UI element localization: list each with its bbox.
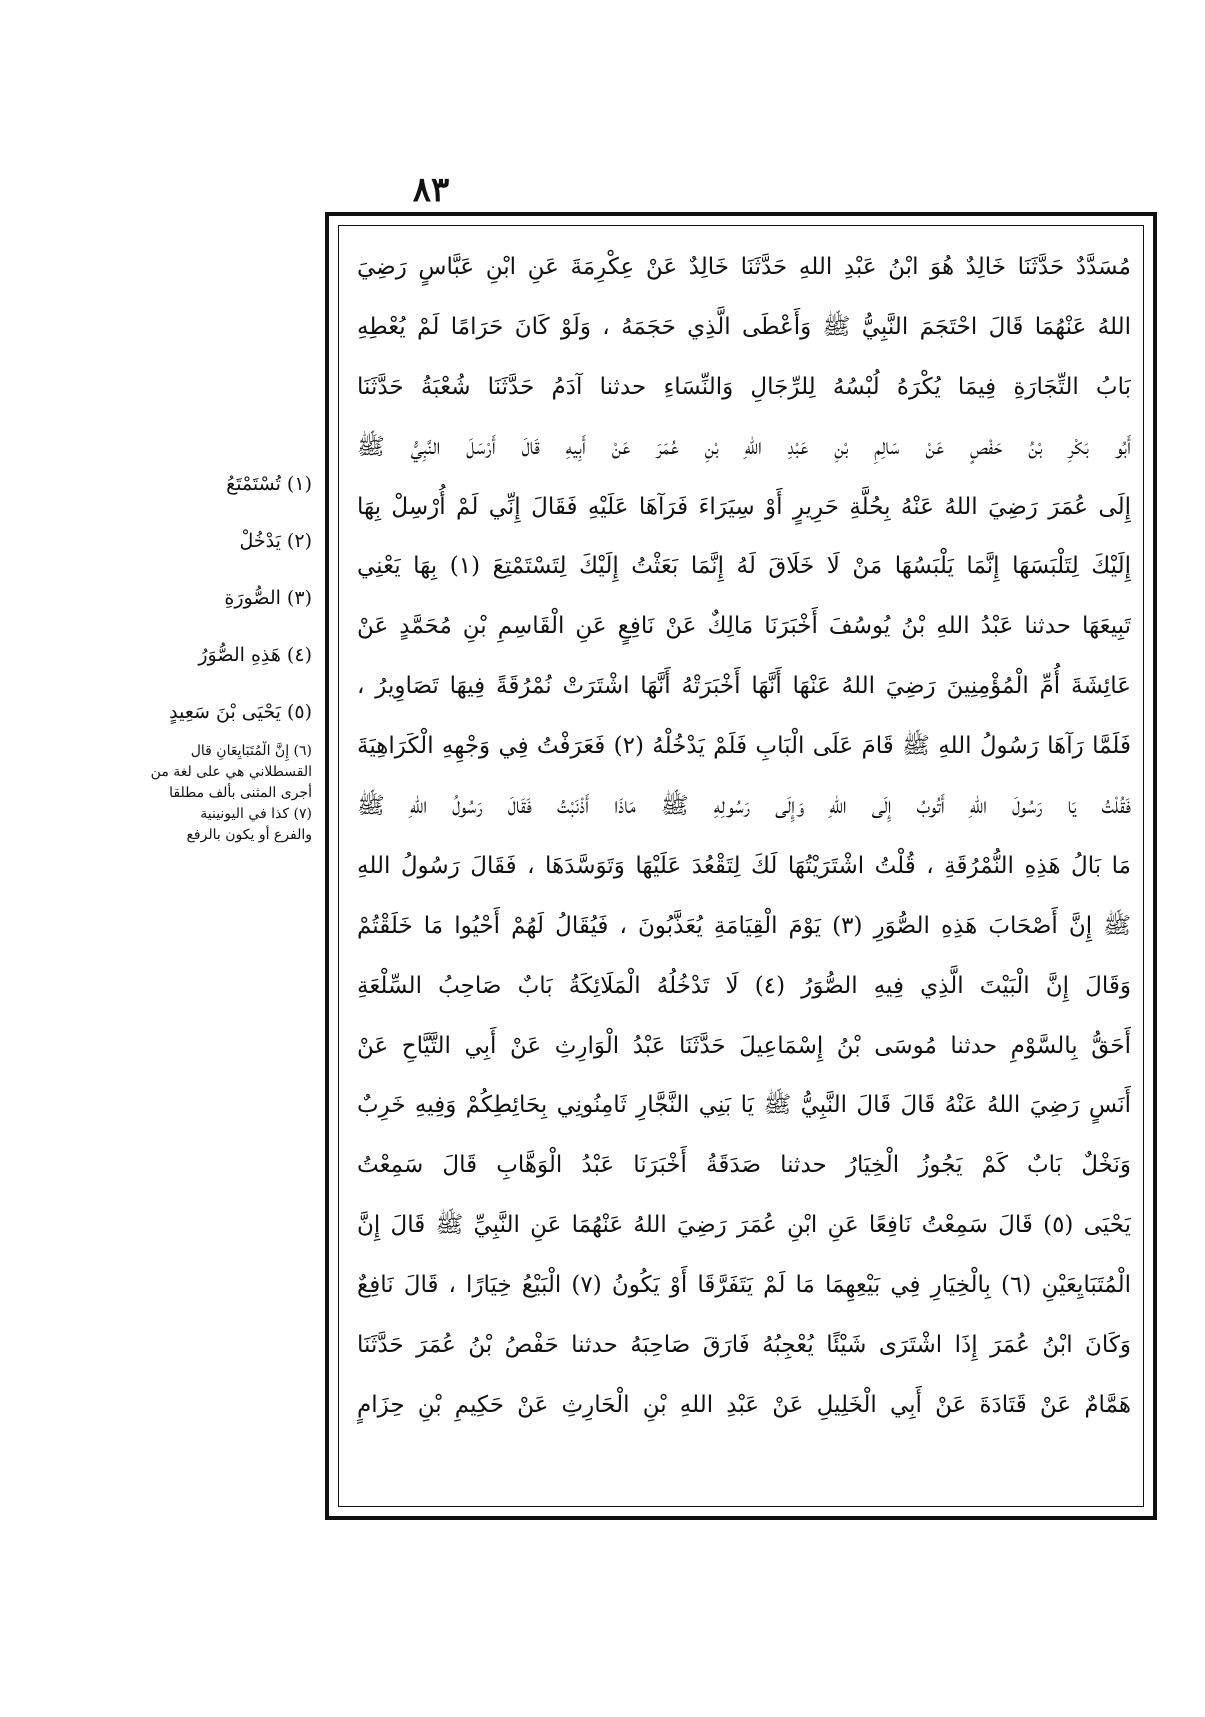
text-line: أَحَقُّ بِالسَّوْمِ حدثنا مُوسَى بْنُ إِسْمَاعِيلَ حَدَّثَنَا عَبْدُ الْوَارِثِ عَنْ أَبِي التَّيَّاحِ عَنْ: [357, 1032, 1131, 1059]
margin-notes: [150, 456, 312, 846]
text-line: فَلَمَّا رَآهَا رَسُولُ اللهِ ﷺ قَامَ عَلَى الْبَابِ فَلَمْ يَدْخُلْهُ (٢) فَعَرَفْتُ فِي وَجْهِهِ الْكَرَاهِيَةَ: [357, 733, 1131, 760]
text-line: وَنَخْلٌ بَابٌ كَمْ يَجُوزُ الْخِيَارُ حدثنا صَدَقَةُ أَخْبَرَنَا عَبْدُ الْوَهَّابِ قَالَ سَمِعْتُ: [357, 1152, 1131, 1179]
margin-note-line: (٧) كذا في اليونينية: [200, 806, 312, 822]
text-line: إِلَى عُمَرَ رَضِيَ اللهُ عَنْهُ بِحُلَّةِ حَرِيرٍ أَوْ سِيَرَاءَ فَرَآهَا عَلَيْهِ فَقَالَ إِنِّي لَمْ أُرْسِلْ بِهَا: [357, 493, 1131, 520]
text-line: إِلَيْكَ لِتَلْبَسَهَا إِنَّمَا يَلْبَسُهَا مَنْ لَا خَلَاقَ لَهُ إِنَّمَا بَعَثْتُ إِلَيْكَ لِتَسْتَمْتِعَ (١) بِهَا يَعْنِي: [357, 553, 1131, 580]
text-line: هَمَّامٌ عَنْ قَتَادَةَ عَنْ أَبِي الْخَلِيلِ عَنْ عَبْدِ اللهِ بْنِ الْحَارِثِ عَنْ حَكِيمِ بْنِ حِزَامٍ: [357, 1391, 1131, 1418]
text-line: مُسَدَّدٌ حَدَّثَنَا خَالِدٌ هُوَ ابْنُ عَبْدِ اللهِ حَدَّثَنَا خَالِدٌ عَنْ عِكْرِمَةَ عَنِ ابْنِ عَبَّاسٍ رَضِيَ: [357, 254, 1131, 280]
text-line: اللهُ عَنْهُمَا قَالَ احْتَجَمَ النَّبِيُّ ﷺ وَأَعْطَى الَّذِي حَجَمَهُ ، وَلَوْ كَانَ حَرَامًا لَمْ يُعْطِهِ: [357, 313, 1131, 340]
text-line: عَائِشَةَ أُمِّ الْمُؤْمِنِينَ رَضِيَ اللهُ عَنْهَا أَنَّهَا أَخْبَرَتْهُ أَنَّهَا اشْتَرَتْ نُمْرُقَةً فِيهَا تَصَاوِيرُ ،: [357, 673, 1131, 700]
margin-note-line: القسطلاني هي على لغة من: [150, 764, 312, 780]
text-line: بَابُ التِّجَارَةِ فِيمَا يُكْرَهُ لُبْسُهُ لِلرِّجَالِ وَالنِّسَاءِ حدثنا آدَمُ حَدَّثَنَا شُعْبَةُ حَدَّثَنَا: [357, 373, 1131, 400]
main-text: [357, 238, 1131, 1494]
margin-note: (٤) هَذِهِ الصُّوَرُ: [198, 644, 312, 666]
text-line: أَبُو بَكْرِ بْنُ حَفْصٍ عَنْ سَالِمِ بْنِ عَبْدِ اللهِ بْنِ عُمَرَ عَنْ أَبِيهِ قَالَ أَرْسَلَ النَّبِيُّ ﷺ: [357, 433, 1131, 460]
margin-note-line: (٦) إِنَّ الْمُتَبَايِعَانِ قال: [190, 743, 312, 759]
text-line: مَا بَالُ هَذِهِ النُّمْرُقَةِ ، قُلْتُ اشْتَرَيْتُهَا لَكَ لِتَقْعُدَ عَلَيْهَا وَتَوَسَّدَهَا ، فَقَالَ رَسُولُ اللهِ: [357, 852, 1131, 879]
text-line: ﷺ إِنَّ أَصْحَابَ هَذِهِ الصُّوَرِ (٣) يَوْمَ الْقِيَامَةِ يُعَذَّبُونَ ، فَيُقَالُ لَهُمْ أَحْيُوا مَا خَلَقْتُمْ: [357, 912, 1131, 939]
margin-note: (٢) يَدْخُلْ: [239, 530, 312, 552]
text-line: وَكَانَ ابْنُ عُمَرَ إِذَا اشْتَرَى شَيْئًا يُعْجِبُهُ فَارَقَ صَاحِبَهُ حدثنا حَفْصُ بْنُ عُمَرَ حَدَّثَنَا: [357, 1332, 1131, 1359]
margin-note-line: والفرع أو يكون بالرفع: [186, 827, 312, 843]
margin-note: (٥) يَحْيَى بْنَ سَعِيدٍ: [169, 701, 312, 723]
page-number: ٨٣: [412, 170, 450, 210]
margin-note-line: أجرى المثنى بألف مطلقا: [169, 785, 312, 801]
text-line: يَحْيَى (٥) قَالَ سَمِعْتُ نَافِعًا عَنِ ابْنِ عُمَرَ رَضِيَ اللهُ عَنْهُمَا عَنِ النَّبِيِّ ﷺ قَالَ إِنَّ: [357, 1212, 1131, 1239]
margin-note-long: [150, 741, 312, 846]
text-frame: [325, 212, 1157, 1520]
text-line: أَنَسٍ رَضِيَ اللهُ عَنْهُ قَالَ قَالَ النَّبِيُّ ﷺ يَا بَنِي النَّجَّارِ ثَامِنُونِي بِحَائِطِكُمْ وَفِيهِ خَرِبٌ: [357, 1092, 1131, 1119]
text-line: الْمُتَبَايِعَيْنِ (٦) بِالْخِيَارِ فِي بَيْعِهِمَا مَا لَمْ يَتَفَرَّقَا أَوْ يَكُونُ (٧) الْبَيْعُ خِيَارًا ، قَالَ نَافِعٌ: [357, 1272, 1131, 1299]
margin-note: (١) تُسْتَمْتَعُ: [226, 473, 312, 495]
margin-note: (٣) الصُّورَةِ: [224, 587, 312, 609]
text-line: وَقَالَ إِنَّ الْبَيْتَ الَّذِي فِيهِ الصُّوَرُ (٤) لَا تَدْخُلُهُ الْمَلَائِكَةُ بَابٌ صَاحِبُ السِّلْعَةِ: [357, 972, 1131, 999]
text-line: فَقُلْتُ يَا رَسُولَ اللهِ أَتُوبُ إِلَى اللهِ وَإِلَى رَسُولِهِ ﷺ مَاذَا أَذْنَبْتُ فَقَالَ رَسُولُ اللهِ ﷺ: [357, 793, 1131, 820]
text-line: تَبِيعَهَا حدثنا عَبْدُ اللهِ بْنُ يُوسُفَ أَخْبَرَنَا مَالِكٌ عَنْ نَافِعٍ عَنِ الْقَاسِمِ بْنِ مُحَمَّدٍ عَنْ: [357, 613, 1131, 640]
